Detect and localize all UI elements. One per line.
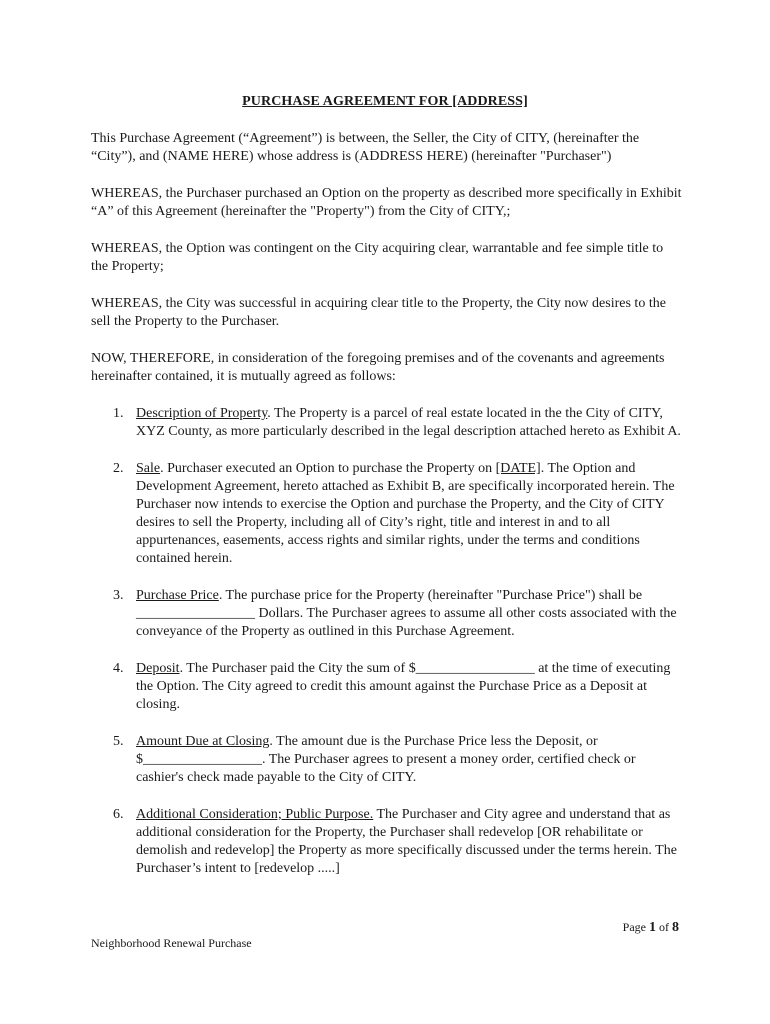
list-item-deposit [91, 660, 683, 714]
page-current: 1 [649, 920, 656, 935]
list-item-text: . The purchase price for the Property (hereinafter "Purchase Price") shall be _________________ Dollars. The Purchaser agrees to assume all other costs associated with the conveyance of the Property as outlined in this Purchase Agreement. [136, 588, 677, 639]
document-body [91, 130, 683, 897]
page-number [623, 919, 679, 936]
list-number: 3. [113, 588, 124, 603]
list-item-text: . The amount due is the Purchase Price less the Deposit, or $_________________. The Purchaser agrees to present a money order, certified check or cashier's check made payable to the City of CITY. [136, 734, 636, 785]
whereas-paragraph-2: WHEREAS, the Option was contingent on the City acquiring clear, warrantable and fee simple title to the Property; [91, 241, 664, 274]
list-item-text: The Purchaser and City agree and understand that as additional consideration for the Property, the Purchaser shall redevelop [OR rehabilitate or demolish and redevelop] the Property as more specifically discussed under the terms herein. The Purchaser’s intent to [redevelop .....] [136, 807, 677, 876]
list-item-heading: Amount Due at Closing [136, 734, 270, 749]
list-number: 6. [113, 807, 124, 822]
page-label: Page [622, 920, 646, 934]
page-of-label: of [659, 920, 669, 934]
list-number: 1. [113, 406, 124, 421]
whereas-paragraph-3: WHEREAS, the City was successful in acquiring clear title to the Property, the City now desires to the sell the Property to the Purchaser. [91, 296, 666, 329]
list-item-sale [91, 460, 683, 568]
list-number: 2. [113, 461, 124, 476]
list-item-purchase-price [91, 587, 683, 641]
list-item-heading: Purchase Price [136, 588, 219, 603]
footer-document-name: Neighborhood Renewal Purchase [91, 936, 252, 950]
list-item-text: . Purchaser executed an Option to purchase the Property on [160, 461, 496, 476]
list-item-heading: Sale [136, 461, 161, 476]
now-therefore-paragraph: NOW, THEREFORE, in consideration of the foregoing premises and of the covenants and agreements hereinafter contained, it is mutually agreed as follows: [91, 351, 665, 384]
list-number: 5. [113, 734, 124, 749]
list-number: 4. [113, 661, 124, 676]
list-item-heading: Additional Consideration; Public Purpose. [136, 807, 374, 822]
intro-paragraph: This Purchase Agreement (“Agreement”) is between, the Seller, the City of CITY, (hereinafter the “City”), and (NAME HERE) whose address is (ADDRESS HERE) (hereinafter "Purchaser") [91, 131, 640, 164]
list-item-text: . The Option and Development Agreement, hereto attached as Exhibit B, are specifically incorporated herein. The Purchaser now intends to exercise the Option and purchase the Property, and the City of CITY desires to sell the Property, including all of City’s right, title and interest in and to all appurtenances, easements, access rights and similar rights, under the terms and conditions contained herein. [136, 461, 675, 566]
whereas-paragraph-1: WHEREAS, the Purchaser purchased an Option on the property as described more specifically in Exhibit “A” of this Agreement (hereinafter the "Property") from the City of CITY,; [91, 186, 682, 219]
list-item-text: . The Purchaser paid the City the sum of $_________________ at the time of executing the Option. The City agreed to credit this amount against the Purchase Price as a Deposit at closing. [136, 661, 671, 712]
list-item-heading: Deposit [136, 661, 180, 676]
date-placeholder: [DATE] [495, 461, 541, 476]
page-total: 8 [672, 920, 679, 935]
list-item-heading: Description of Property [136, 406, 268, 421]
list-item-additional-consideration [91, 806, 683, 878]
agreement-terms-list [91, 405, 683, 878]
list-item-description-of-property [91, 405, 683, 441]
list-item-amount-due-at-closing [91, 733, 683, 787]
list-item-text: . The Property is a parcel of real estate located in the the City of CITY, XYZ County, as more particularly described in the legal description attached hereto as Exhibit A. [136, 406, 681, 439]
document-title: PURCHASE AGREEMENT FOR [ADDRESS] [242, 94, 528, 109]
